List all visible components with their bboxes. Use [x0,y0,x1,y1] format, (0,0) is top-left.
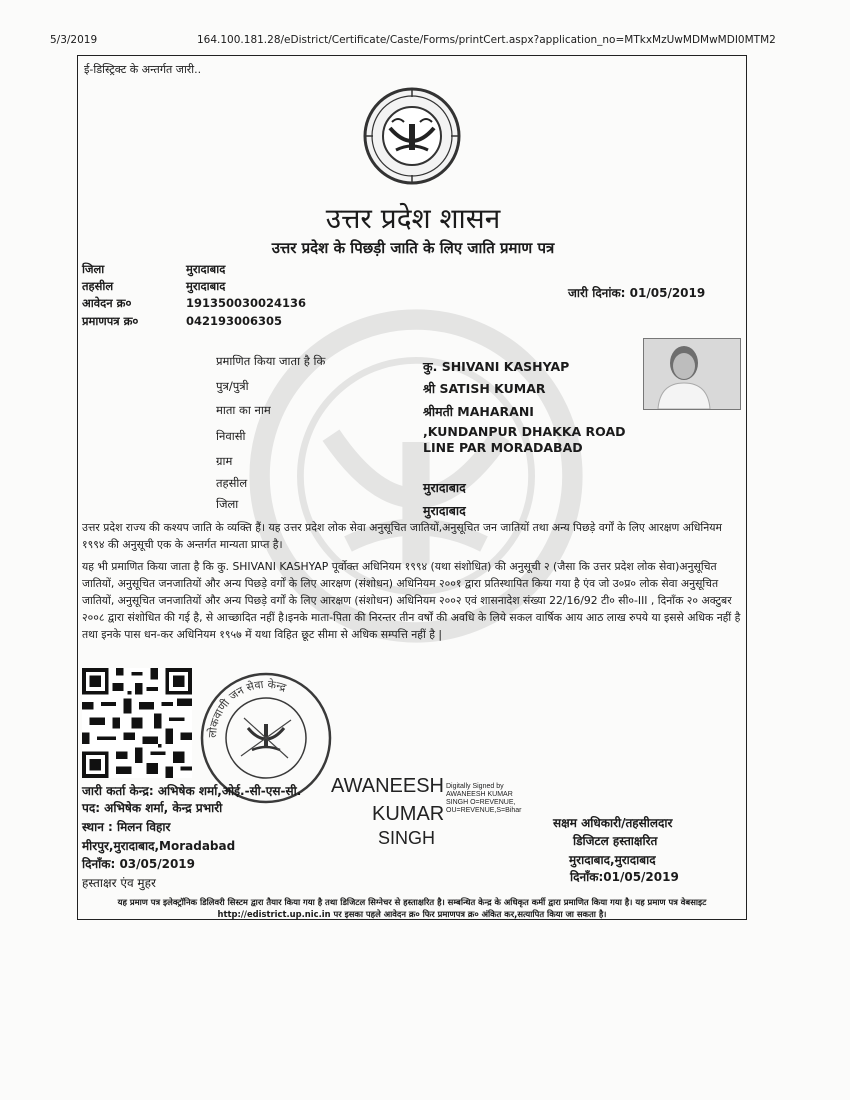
person-photo-icon [644,339,740,409]
footer-note: यह प्रमाण पत्र इलेक्ट्रॉनिक डिलिवरी सिस्टम द्वारा तैयार किया गया है तथा डिजिटल सिग्नेचर से हस्ताक्षरित है। सम्बन्धित केन्द्र के अधिकृत कर्मी द्वारा प्रमाणित किया गया है। यह प्रमाण पत्र वेबसाइट http://edistrict.up.nic.in पर इसका पहले आवेदन क्र० फिर प्रमाणपत्र क्र० अंकित कर,सत्यापित किया जा सकता है। [117,897,707,919]
address-line-1: ,KUNDANPUR DHAKKA ROAD [423,424,626,439]
tehsil-value: मुरादाबाद [186,279,226,293]
sig-detail-line: AWANEESH KUMAR [446,791,513,798]
print-date: 5/3/2019 [50,34,98,46]
sig-detail-line: SINGH O=REVENUE, [446,799,516,806]
tehsil-label: तहसील [82,279,114,293]
print-url: 164.100.181.28/eDistrict/Certificate/Caste/Forms/printCert.aspx?application_no=MTkxMzUwMDMwMDI0MTM2 [197,34,776,46]
district-label: जिला [82,262,105,276]
digital-signature-name-3: SINGH [378,828,436,848]
certificate-no-value: 042193006305 [186,314,283,328]
application-no-label: आवेदन क्र० [82,296,132,310]
certificate-title: उत्तर प्रदेश के पिछड़ी जाति के लिए जाति प्रमाण पत्र [271,239,555,257]
sign-and-seal-label: हस्ताक्षर एंव मुहर [82,876,156,890]
issue-date-value: 01/05/2019 [629,286,706,300]
digital-signature-name-1: AWANEESH [331,775,444,797]
seal-text: लोकवाणी जन सेवा केन्द्र [205,677,288,739]
mother-name-label: माता का नाम [216,403,271,417]
issuer-place: स्थान : मिलन विहार [82,820,171,834]
authority-signed: डिजिटल हस्ताक्षरित [573,834,658,848]
detail-district-value: मुरादाबाद [423,503,466,518]
authority-place: मुरादाबाद,मुरादाबाद [569,853,656,867]
application-no-value: 191350030024136 [186,296,307,310]
applicant-name: कु. SHIVANI KASHYAP [423,359,570,374]
father-name: श्री SATISH KUMAR [423,381,546,396]
sig-detail-line: OU=REVENUE,S=Bihar [446,807,522,814]
son-daughter-label: पुत्र/पुत्री [216,379,249,393]
digital-signature-name-2: KUMAR [372,803,445,825]
print-header [0,34,850,50]
caste-recognition-paragraph: उत्तर प्रदेश राज्य की कश्यप जाति के व्यक्ति हैं। यह उत्तर प्रदेश लोक सेवा अनुसूचित जातियों,अनुसूचित जन जातियों तथा अन्य पिछड़े वर्गों के लिए आरक्षण अधिनियम १९९४ की अनुसूची एक के अन्तर्गत मान्यता प्राप्त है। [82,521,722,551]
village-label: ग्राम [216,454,233,468]
resident-label: निवासी [216,429,246,443]
sig-detail-line: Digitally Signed by [446,783,504,790]
detail-district-label: जिला [216,497,239,511]
issuer-date: दिनाँक: 03/05/2019 [82,857,196,871]
up-government-emblem-icon [362,86,462,186]
applicant-photo [643,338,741,410]
issue-date-label: जारी दिनांक: [568,286,626,300]
government-title: उत्तर प्रदेश शासन [325,202,501,235]
detail-tehsil-value: मुरादाबाद [423,480,466,495]
address-line-2: LINE PAR MORADABAD [423,440,583,455]
digital-signature-details [446,783,521,815]
issue-date [568,284,705,301]
district-value: मुरादाबाद [186,262,226,276]
issuer-address: मीरपुर,मुरादाबाद,Moradabad [82,839,236,853]
issuer-center: जारी कर्ता केन्द्र: अभिषेक शर्मा,ओई.-सी-एस-सी. [82,784,302,798]
creamy-layer-paragraph: यह भी प्रमाणित किया जाता है कि कु. SHIVANI KASHYAP पूर्वोक्त अधिनियम १९९४ (यथा संशोधित) की अनुसूची २ (जैसा कि उत्तर प्रदेश लोक सेवा)अनुसूचित जातियों, अनुसूचित जनजातियों और अन्य पिछड़े वर्गों के लिए आरक्षण (संशोधन) अधिनियम २००१ द्वारा प्रतिस्थापित किया गया है एंव जो उ०प्र० लोक सेवा अनुसूचित जातियों, अनुसूचित जनजातियों और अन्य पिछड़े वर्गों के लिए आरक्षण (संशोधन) अधिनियम २००२ एवं शासनादेश संख्या 22/16/92 टी० सी०-III , दिनाँक २० अक्टुबर २००८ द्वारा संशोधित की गई है, से आच्छादित नहीं है।इनके माता-पिता की निरन्तर तीन वर्षों की अवधि के लिये सकल वार्षिक आय आठ लाख रुपये या इससे अधिक नहीं है तथा इनके पास धन-कर अधिनियम १९५७ में यथा विहित छूट सीमा से अधिक सम्पत्ति नहीं है | [82,560,741,641]
mother-name: श्रीमती MAHARANI [423,404,534,419]
detail-tehsil-label: तहसील [216,476,248,490]
issued-under-text: ई-डिस्ट्रिक्ट के अन्तर्गत जारी.. [84,63,202,76]
qr-code-icon [82,668,192,778]
certificate-no-label: प्रमाणपत्र क्र० [82,314,139,328]
issuer-designation: पद: अभिषेक शर्मा, केन्द्र प्रभारी [82,801,223,815]
authority-title: सक्षम अधिकारी/तहसीलदार [553,816,673,830]
authority-date: दिनाँक:01/05/2019 [570,870,679,884]
certify-label: प्रमाणित किया जाता है कि [216,354,326,368]
svg-text:लोकवाणी जन सेवा केन्द्र [206,678,288,738]
certificate-frame [77,55,747,920]
